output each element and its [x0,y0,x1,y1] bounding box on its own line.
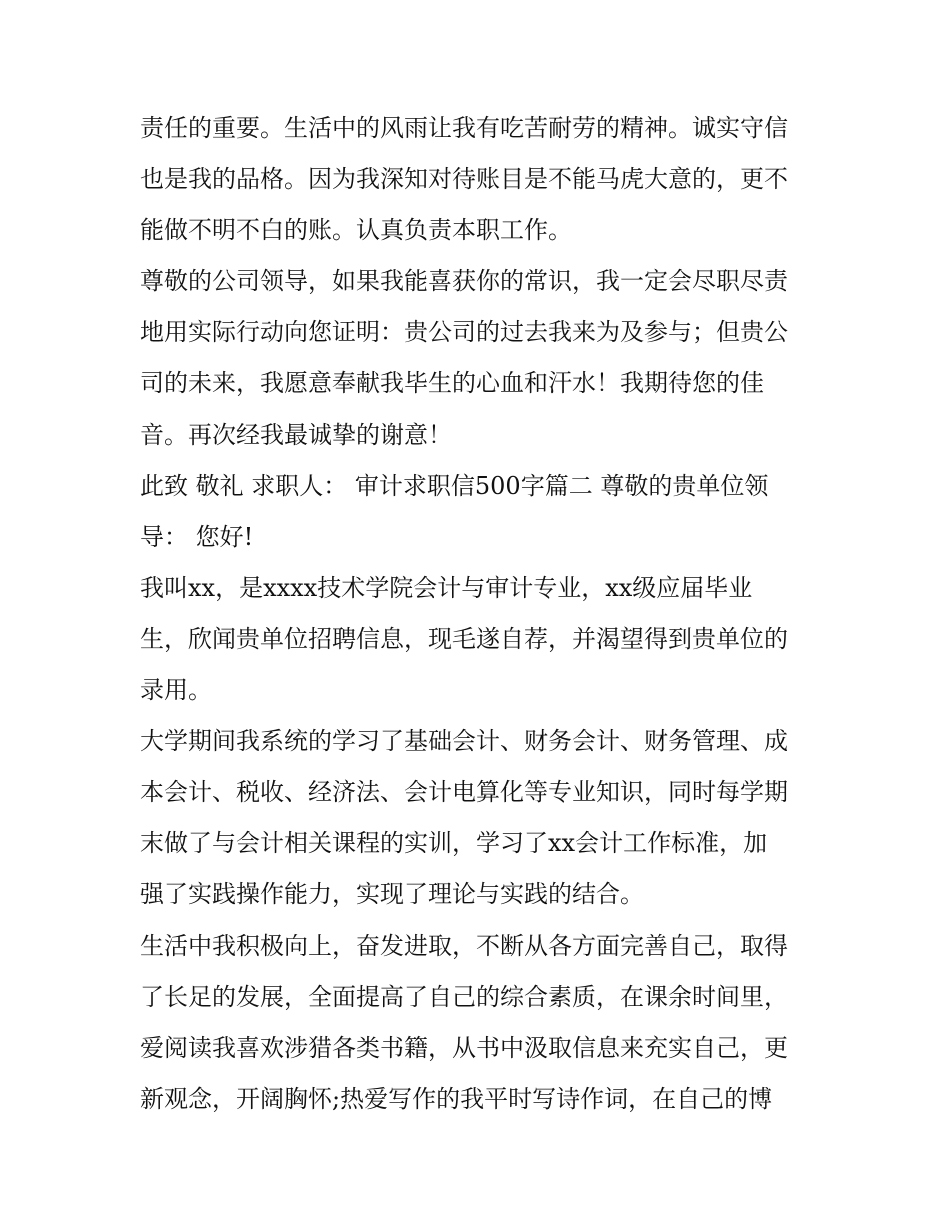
text-line: 大学期间我系统的学习了基础会计、财务会计、财务管理、成 [140,727,788,756]
text-line: 司的未来，我愿意奉献我毕生的心血和汗水！我期待您的佳 [140,369,764,398]
text-line: 责任的重要。生活中的风雨让我有吃苦耐劳的精神。诚实守信 [140,114,788,142]
text-line: 此致 敬礼 求职人： 审计求职信500字篇二 尊敬的贵单位领 [140,471,769,500]
text-line: 了长足的发展，全面提高了自己的综合素质，在课余时间里， [140,982,788,1011]
text-line: 生活中我积极向上，奋发进取，不断从各方面完善自己，取得 [140,931,788,960]
text-line: 本会计、税收、经济法、会计电算化等专业知识，同时每学期 [140,778,788,807]
text-line: 强了实践操作能力，实现了理论与实践的结合。 [140,880,644,909]
text-line: 爱阅读我喜欢涉猎各类书籍，从书中汲取信息来充实自己，更 [140,1033,788,1062]
text-line: 新观念，开阔胸怀;热爱写作的我平时写诗作词，在自己的博 [140,1084,773,1113]
text-line: 尊敬的公司领导，如果我能喜获你的常识，我一定会尽职尽责 [140,267,788,296]
text-line: 末做了与会计相关课程的实训，学习了xx会计工作标准，加 [140,829,768,858]
text-line: 我叫xx，是xxxx技术学院会计与审计专业，xx级应届毕业 [140,573,753,602]
text-line: 生，欣闻贵单位招聘信息，现毛遂自荐，并渴望得到贵单位的 [140,624,788,653]
text-line: 音。再次经我最诚挚的谢意！ [140,420,452,449]
text-line: 能做不明不白的账。认真负责本职工作。 [140,216,572,245]
text-line: 也是我的品格。因为我深知对待账目是不能马虎大意的，更不 [140,165,788,194]
text-line: 录用。 [140,676,212,705]
text-line: 导： 您好! [140,522,254,551]
document-body [140,103,820,1125]
text-line: 地用实际行动向您证明：贵公司的过去我来为及参与；但贵公 [140,318,788,347]
